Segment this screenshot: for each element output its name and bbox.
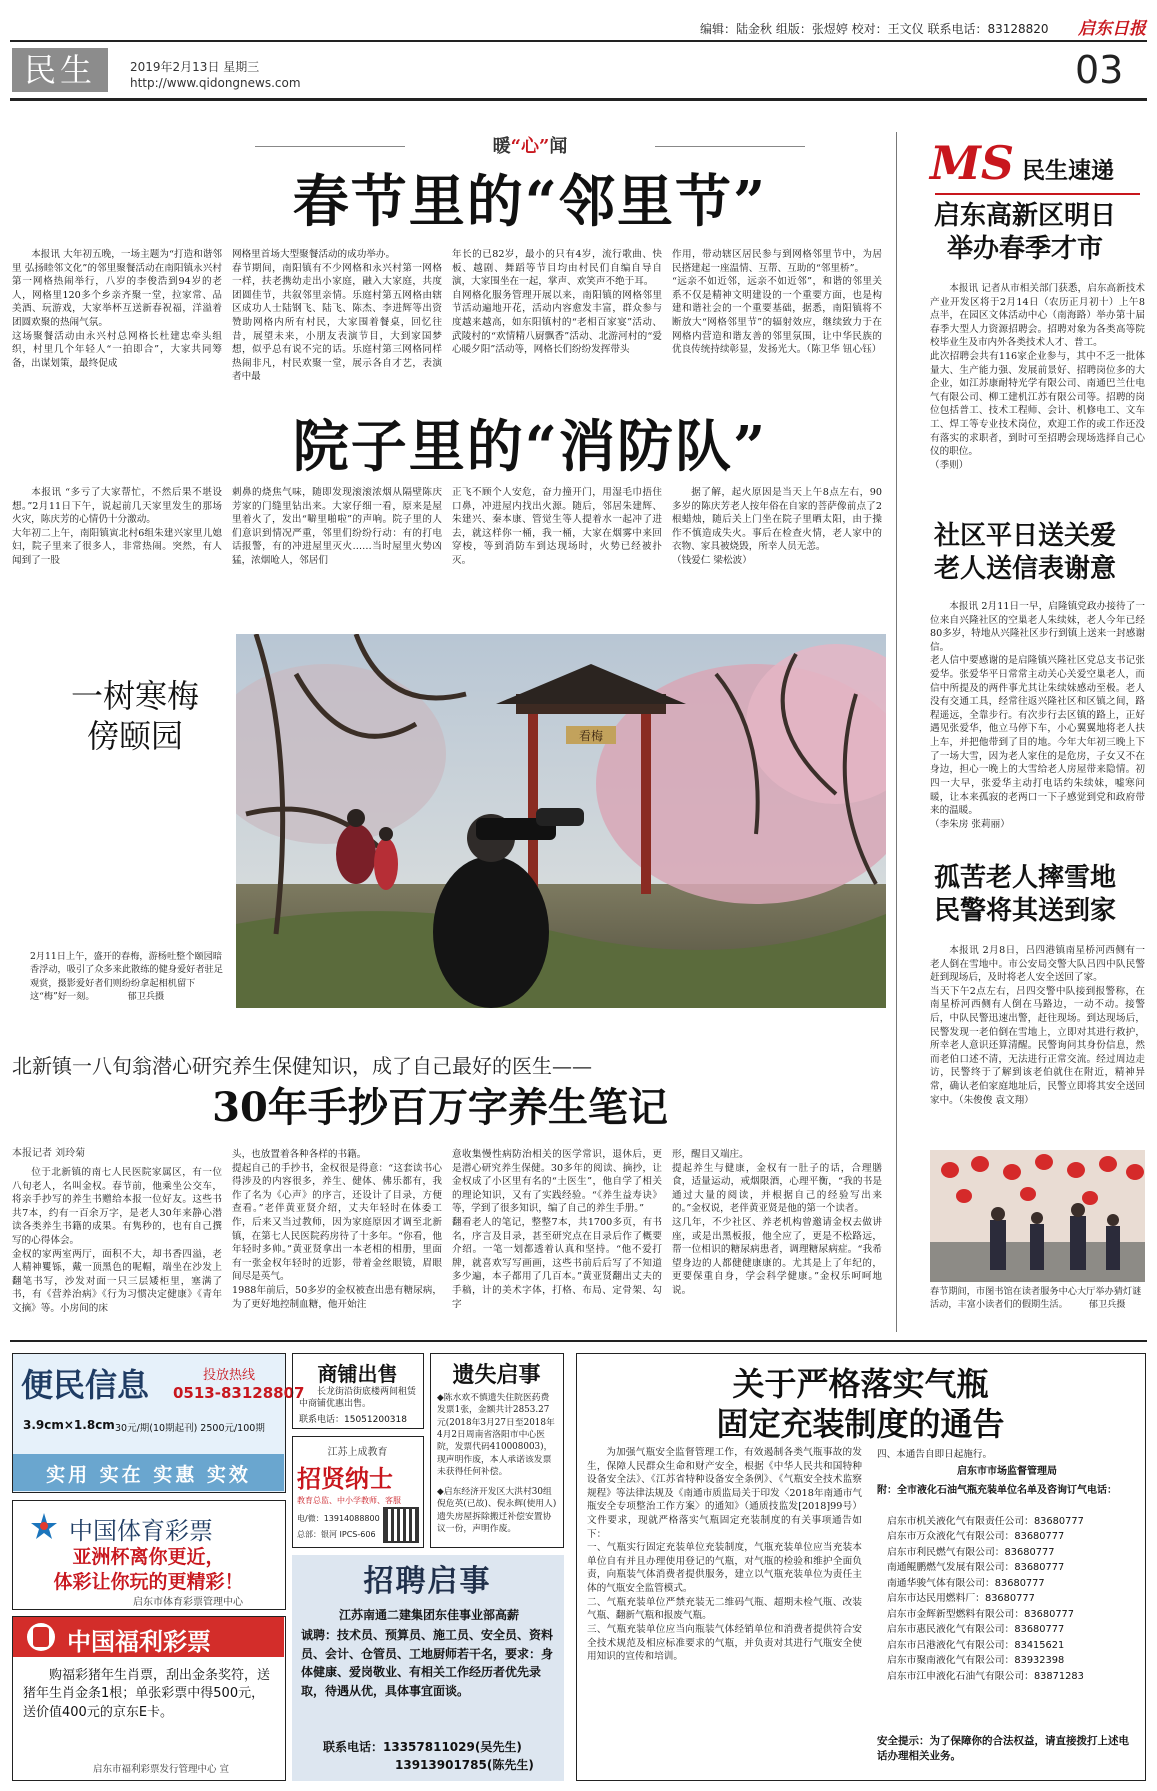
article1-col1-text: 本报讯 大年初五晚，一场主题为“打造和谐邻里 弘扬睦邻文化”的邻里聚餐活动在南阳镇永兴村第一网格热闹举行，八岁的李俊浩到94岁的老人，网格里120多个乡亲齐聚一堂，拉家常、品美酒、玩游戏，大家举杯互送新春祝福，洋溢着团圆欢聚的热闹气氛。 这场聚餐活动由永兴村总网格长杜建忠牵头组织，村里几个年轻人“一拍即合”，大家共同筹备，出谋划策，最终促成: [12, 249, 222, 369]
article3-col3: [452, 1148, 662, 1330]
ad-price: 30元/期(10期起刊) 2500元/100期: [115, 1423, 265, 1434]
ms-brief3-title-line1: 孤苦老人摔雪地: [933, 863, 1116, 893]
website-url[interactable]: http://www.qidongnews.com: [130, 76, 301, 90]
welfare-lottery-text: 购福彩猪年生肖票，刮出金条奖符，送猪年生肖金条1根；单张彩票中得500元，送价值400元的京东E卡。: [23, 1668, 271, 1720]
article3-col4: [672, 1148, 882, 1330]
article2-col3: [452, 486, 662, 582]
ms-logo-text: 民生速递: [1022, 158, 1114, 184]
lost-notice-text2: ◆启东经济开发区大洪村30组倪危英(已故)、倪永辉(使用人)遗失房屋拆除搬迁补偿安置协议一份，声明作废。: [437, 1487, 557, 1534]
article2-col2: [232, 486, 442, 582]
ms-brief1-title-line1: 启东高新区明日: [933, 201, 1116, 231]
sports-lottery-icon: [29, 1511, 59, 1541]
hotline-label: 投放热线: [203, 1368, 256, 1383]
hotline-phone: 0513-83128807: [173, 1384, 305, 1402]
sports-lottery-slogan-line1: 亚洲杯离你更近，: [72, 1546, 225, 1568]
lost-notice-text1: ◆陈水欢不慎遗失住院医药费发票1张，金额共计2853.27元(2018年3月27日至2018年4月2日周南省洛阳市中心医院，发票代码410008003)，现声明作废，本人承诺该发票未获得任何补偿。: [437, 1393, 555, 1477]
safety-tip: 安全提示：为了保障你的合法权益，请直接拨打上述电话办理相关业务。: [877, 1735, 1129, 1762]
station-list-item: 启东市聚南液化气有限公司：83932398: [887, 1655, 1065, 1667]
hiring-contact: 联系电话：13357811029(吴先生): [323, 1740, 522, 1754]
photo1-caption-text: 2月11日上午，盛开的春梅，游杨吐整个颐园暗香浮动，吸引了众多来此散练的健身爱好者驻足观赏，摄影爱好者们则纷纷拿起相机留下这“梅”好一刻。: [30, 951, 223, 1003]
photo1-headline: [35, 676, 235, 756]
kicker: [380, 132, 680, 158]
article2-col3-text: 正飞不顾个人安危，奋力撞开门，用湿毛巾捂住口鼻，冲进屋内找出火源。随后，邻居朱建辉、朱建兴、秦本康、管觉生等人提着水一起冲了进去，就这样你一桶，我一桶，大家在烟雾中来回穿梭，等到消防车到达现场时，火势已经被扑灭。: [452, 487, 662, 567]
article2-col1-text: 本报讯 “多亏了大家帮忙，不然后果不堪设想。”2月11日下午，说起前几天家里发生的那场火灾，陈庆芳的心情仍十分激动。 大年初二上午，南阳镇寅北村6组朱建兴家里儿媳妇，院子里来了很多人，非常热闹。突然，有人闻到了一股: [12, 487, 222, 567]
kicker-rule-left: [255, 146, 405, 147]
kicker-pre: 暖: [492, 136, 511, 157]
article2-col2-text: 刺鼻的烧焦气味，随即发现滚滚浓烟从隔壁陈庆芳家的门缝里钻出来。大家仔细一看，原来是屋里着火了，发出“噼里啪啦”的声响。院子里的人们意识到情况严重，邻里们纷纷行动：有的打电话报警，有的冲进屋里灭火……当时屋里火势凶猛，浓烟呛人，邻居们: [232, 487, 442, 567]
shop-sale-phone: 联系电话：15051200318: [299, 1415, 407, 1425]
sports-lottery-slogan: [13, 1545, 284, 1594]
masthead-bottom-rule: [10, 98, 1147, 101]
hiring-contact2: 13913901785(陈先生): [395, 1758, 534, 1772]
article1-col3: [452, 248, 662, 396]
lost-notice-ad: [430, 1353, 564, 1548]
issue-date: 2019年2月13日 星期三: [130, 60, 260, 74]
lantern-illustration: [930, 1150, 1145, 1282]
article1-col4-text: 作用，带动辖区居民参与到网格邻里节中，为居民搭建起一座温情、互帮、互助的“邻里桥”。 “远亲不如近邻，远亲不如近邻”，和谐的邻里关系不仅是精神文明建设的一个重要方面，也是构建和谐社会的一个重要基础，据悉，南阳镇将不断放大“网格邻里节”的辐射效应，继续致力于在网格内营造和谐友善的邻里氛围，让中华民族的优良传统持续彰显，发扬光大。（陈卫华 钮心钰）: [672, 249, 882, 356]
ms-brief2-title: [905, 520, 1145, 585]
article3-col3-text: 意收集慢性病防治相关的医学常识，退休后，更是潜心研究养生保健。30多年的阅读、摘抄，让金权成了小区里有名的“土医生”，他自学了相关的理论知识，又有了实践经验。“《养生益寿诀》等，学到了很多知识，编了自己的养生手册。” 翻看老人的笔记，整整7本，共1700多页，有书名，序言及目录，甚至研究点在目录后作了概要介绍。一笔一划都透着认真和坚持。“他不爱打牌，就喜欢写写画画，这些书前后后写了不知道多少遍，本子都用了几百本。”黄亚贤翻出丈夫的手稿，计的美术字体，打格、布局、定骨架、勾字: [452, 1149, 662, 1310]
ms-brief1-title: [905, 200, 1145, 265]
section-name: 民生: [23, 51, 96, 89]
article3-col1-text: 位于北新镇的南七人民医院家属区，有一位八旬老人，名叫金权。春节前，他乘坐公交车，将亲手抄写的养生书赠给本报一位好友。这些书共7本，约有一百余万字，是老人30年来静心潜读各类养生书籍的成果。有隽秒的，也有自己撰写的心得体会。 金权的家两室两厅，面积不大，却书香四溢，老人精神矍铄，戴一顶黑色的呢帽，端坐在沙发上翻笔书写，沙发对面一只三层矮柜里，塞满了书，有《营养治病》《行为习惯决定健康》《青年文摘》等。小房间的床: [12, 1167, 222, 1315]
shop-sale-text: 长龙街沿街底楼两间租赁中商铺优惠出售。: [299, 1387, 417, 1410]
ms-brief2-text: 本报讯 2月11日一早，启隆镇党政办接待了一位来自兴隆社区的空巢老人朱续妹，老人今年已经80多岁，特地从兴隆社区步行到镇上送来一封感谢信。 老人信中要感谢的是启隆镇兴隆社区党总支书记张爱华。张爱华平日常常主动关心关爱空巢老人，而信中所提及的两件事尤其让朱续妹感动至极。老人没有交通工具，经常往返兴隆社区和区镇之间，路程遥远，全靠步行。有次步行去区镇的路上，正好遇见张爱华，他立马停下车，小心翼翼地将老人扶上车，并把他带到了目的地。今年大年初三晚上下了一场大雪，因为老人家住的是危房，子女又不在身边，担心一晚上的大雪给老人房屋带来隐情。初四一大早，张爱华主动打电话约朱续妹，嘘寒问暖，让本来孤寂的老两口一下子感觉到党和政府带来的温暖。 （李朱房 张莉丽）: [930, 601, 1145, 830]
station-list-item: 启东市万众液化气有限公司：83680777: [887, 1531, 1065, 1543]
ms-brief3-body: [930, 944, 1145, 1144]
station-list-item: 启东市江申液化石油气有限公司：83871283: [887, 1670, 1084, 1682]
pavilion-sign: 看梅: [578, 729, 604, 743]
lantern-photo-caption-text: 春节期间，市图书馆在读者服务中心大厅举办猜灯谜活动，丰富小读者们的假期生活。: [930, 1286, 1142, 1311]
photo1-headline-line1: 一树寒梅: [70, 677, 199, 715]
hiring-notice-title: 招聘启事: [363, 1564, 492, 1599]
gas-cylinder-notice: [576, 1353, 1146, 1781]
ms-brief3-text: 本报讯 2月8日，吕四港镇南星桥河西侧有一老人倒在雪地中。市公安局交警大队吕四中队民警赶到现场后，及时将老人安全送回了家。 当天下午2点左右，吕四交警中队接到报警称，在南星桥河西侧有人倒在马路边，一动不动。接警后，中队民警迅速出警，赶往现场。到达现场后，民警发现一老伯倒在雪地上，立即对其进行救护，所幸老人意识还算清醒。民警询问其身份信息，然而老伯口述不清，无法进行正常交流。经过周边走访，民警终于了解到该老伯就住在附近，精神异常，确认老伯家庭地址后，民警立即将其安全送回家中。（朱俊俊 袁文翔）: [930, 945, 1145, 1106]
station-list-item: 启东市金辉新型燃料有限公司：83680777: [887, 1608, 1075, 1620]
ad-size: 3.9cm×1.8cm: [23, 1418, 115, 1432]
notice-title-line2: 固定充装制度的通告: [716, 1405, 1005, 1443]
welfare-lottery-ad: [12, 1616, 286, 1781]
welfare-lottery-name: 中国福利彩票: [67, 1628, 211, 1656]
recruit-positions: 教育总监、中小学教师、客服: [297, 1496, 401, 1505]
newspaper-logo: 启东日报: [1078, 19, 1146, 39]
ms-brief1-title-line2: 举办春季才市: [946, 233, 1103, 264]
convenience-info-title: 便民信息: [21, 1366, 150, 1404]
hiring-positions: 诚聘：技术员、预算员、施工员、安全员、资料员、会计、仓管员、工地厨师若干名，要求：身体健康、爱岗敬业、有相关工作经历者优先录取，待遇从优，具体事宜面谈。: [301, 1628, 554, 1698]
recruit-address: 总部：银河 IPCS-606: [297, 1530, 376, 1539]
photo1-credit: 郁卫兵摄: [127, 991, 165, 1003]
ms-logo: [930, 136, 1140, 196]
sports-lottery-name: 中国体育彩票: [69, 1517, 213, 1545]
lantern-riddle-photo: [930, 1150, 1145, 1282]
article1-col2: [232, 248, 442, 396]
right-column-divider: [896, 132, 897, 1332]
kicker-heart: “心”: [510, 136, 550, 157]
notice-body-text: 为加强气瓶安全监督管理工作，有效遏制各类气瓶事故的发生，保障人民群众生命和财产安全，根据《中华人民共和国特种设备安全法》、《江苏省特种设备安全条例》、《气瓶安全技术监察规程》等法律法规及《南通市质监局关于印发〈2018年南通市气瓶安全专项整治工作方案〉的通知》（通质技监发[2018]99号）文件要求，现就严格落实气瓶固定充装制度的有关事项通告如下： 一、气瓶实行固定充装单位充装制度，气瓶充装单位应当充装本单位自有并且办理使用登记的气瓶，对气瓶的检验和维护全面负责，向瓶装气体消费者提供服务，建立以气瓶充装单位为责任主体的气瓶安全监管模式。 二、气瓶充装单位严禁充装无二维码气瓶、超期未检气瓶、改装气瓶、翻新气瓶和报废气瓶。 三、气瓶充装单位应当向瓶装气体经销单位和消费者提供符合安全技术规范及相应标准要求的气瓶，并负责对其进行气瓶安全使用知识的宣传和培训。: [587, 1447, 862, 1663]
ads-top-rule: [10, 1340, 1147, 1342]
article1-col3-text: 年长的已82岁，最小的只有4岁，流行歌曲、快板、越剧、舞蹈等节目均由村民们自编自导自演，大家围坐在一起，掌声、欢笑声不绝于耳。 自网格化服务管理开展以来，南阳镇的网格邻里节活动遍地开花，活动内容愈发丰富，群众参与度越来越高，如东阳镇村的“老相百家宴”活动、武陵村的“欢情精八厨飘香”活动、北游河村的“爱心暖夕阳”活动等，网格长们纷纷发挥带头: [452, 249, 662, 356]
convenience-info-ad: [12, 1353, 305, 1493]
shop-sale-title: 商铺出售: [317, 1362, 398, 1386]
article2-title: 院子里的“消防队”: [292, 414, 768, 480]
page-number: 03: [1075, 48, 1124, 92]
recruit-org: 江苏上成教育: [327, 1447, 388, 1458]
lantern-photo-caption: [930, 1285, 1145, 1312]
plum-garden-photo: [236, 634, 886, 1008]
qr-code-icon: [383, 1507, 419, 1543]
notice-effective: 四、本通告自即日起施行。: [877, 1449, 993, 1460]
recruit-phone: 电/微：13914088800: [297, 1514, 380, 1523]
masthead: [0, 0, 1157, 104]
sports-lottery-ad: [12, 1500, 286, 1610]
kicker-rule-right: [655, 146, 805, 147]
photo1-caption: [30, 950, 230, 1003]
ms-brief1-body: [930, 282, 1145, 492]
station-list-item: 启东市机关液化气有限责任公司：83680777: [887, 1516, 1084, 1527]
article3-title: 30年手抄百万字养生笔记: [212, 1084, 668, 1131]
shop-sale-ad: [292, 1353, 424, 1429]
station-list-item: 启东市达民用燃料厂：83680777: [887, 1593, 1035, 1605]
article1-col1: [12, 248, 222, 396]
hiring-notice-ad: [292, 1555, 564, 1781]
station-list-item: 南通华骏气体有限公司：83680777: [887, 1577, 1045, 1589]
article3-col2: [232, 1148, 442, 1330]
recruit-title: 招贤纳士: [297, 1465, 393, 1493]
recruit-talent-ad: [292, 1436, 424, 1548]
ms-brief2-title-line1: 社区平日送关爱: [933, 521, 1116, 551]
ms-brief3-title-line2: 民警将其送到家: [933, 895, 1116, 926]
article3-byline: 本报记者 刘玲菊: [12, 1148, 86, 1159]
article2-col1: [12, 486, 222, 582]
sports-lottery-slogan-line2: 体彩让你玩的更精彩！: [53, 1570, 244, 1593]
article1-col2-text: 网格里首场大型聚餐活动的成功举办。 春节期间，南阳镇有不少网格和永兴村第一网格一样，扶老携幼走出小家庭，融入大家庭，共度团圆佳节，共叙邻里亲情。乐庭村第五网格由辖区成功人士陆钢飞、陆飞、陈杰、李进辉等出资赞助网格内所有村民，大家围着餐桌，回忆往昔，展望未来，小朋友表演节目，大到家国梦想，似乎总有说不完的话。乐庭村第三网格同样热闹非凡，村民欢聚一堂，展示各自才艺，表演者中最: [232, 249, 442, 383]
plum-garden-illustration: [236, 634, 886, 1008]
station-list: [887, 1514, 1137, 1684]
ms-brief2-title-line2: 老人送信表谢意: [933, 553, 1116, 584]
article1-title: 春节里的“邻里节”: [292, 169, 768, 235]
notice-issuer: 启东市市场监督管理局: [957, 1466, 1057, 1477]
welfare-lottery-org: 启东市福利彩票发行管理中心 宣: [93, 1764, 230, 1775]
article3-col4-text: 形，醒目又端庄。 提起养生与健康，金权有一肚子的话，合理膳食，适量运动，戒烟限酒，心理平衡，“我的书是通过大量的阅读，并根据自己的经验写出来的。”金权说，老伴黄亚贤是他的第一个读者。 这几年，不少社区、养老机构曾邀请金权去做讲座，或是出黑板报，他全应了，更是不松路远，帮一位相识的糖尿病患者，调理糖尿病症。“我希望身边的人都健健康康的。尤其是上了年纪的，更要保重自身，学会科学健康。”金权乐呵呵地说。: [672, 1149, 882, 1297]
article3-subtitle: 北新镇一八旬翁潜心研究养生保健知识，成了自己最好的医生——: [12, 1054, 592, 1078]
ms-brief2-body: [930, 600, 1145, 830]
masthead-top-rule: [10, 40, 1147, 42]
lantern-photo-credit: 郁卫兵摄: [1088, 1299, 1126, 1311]
ms-brief3-title: [905, 862, 1145, 927]
lost-notice-title: 遗失启事: [452, 1362, 541, 1388]
hiring-company: 江苏南通二建集团东佳事业部高薪: [338, 1608, 519, 1622]
article2-col4-text: 据了解，起火原因是当天上午8点左右，90多岁的陈庆芳老人按年俗在自家的菩萨像前点了2根蜡烛，随后关上门坐在院子里晒太阳，由于操作不慎造成失火。事后在检查火情，老人家中的衣物、家具被烧毁，所幸人员无恙。 （钱爱仁 梁松波）: [672, 487, 882, 567]
ms-logo-rule: [935, 193, 1140, 195]
notice-title-line1: 关于严格落实气瓶: [732, 1365, 989, 1403]
notice-body: [587, 1446, 862, 1776]
convenience-slogan: 实用 实在 实惠 实效: [46, 1464, 251, 1486]
photo1-headline-line2: 傍颐园: [86, 717, 183, 755]
article3-col2-text: 头，也放置着各种各样的书籍。 提起自己的手抄书，金权很是得意：“这套读书心得涉及的内容很多，养生、健体、佛乐都有，我作了名为《心声》的序言，还设计了目录，方便查看。”老伴黄亚贤介绍，丈夫年轻时在体委工作，后来又当过教师，因为家庭原因才调至北新镇，在第七人民医院药房待了十多年。“你看，他年轻时多帅。”黄亚贤拿出一本老相的相册，里面有一张金权年轻时的近影，带着金丝眼镜，眉眼间尽是英气。 1988年前后，50多岁的金权被查出患有糖尿病，为了更好地控制血糖，他开始注: [232, 1149, 442, 1310]
notice-title: [577, 1364, 1144, 1444]
article3-col1: [12, 1166, 222, 1330]
station-list-item: 南通鲲鹏燃气发展有限公司：83680777: [887, 1562, 1065, 1574]
station-list-item: 启东市利民燃气有限公司：83680777: [887, 1546, 1055, 1558]
station-list-item: 启东市惠民液化气有限公司：83680777: [887, 1624, 1065, 1636]
ms-logo-letters: MS: [930, 136, 1015, 190]
ms-brief1-text: 本报讯 记者从市相关部门获悉，启东高新技术产业开发区将于2月14日（农历正月初十）上午8点半，在园区文体活动中心（南海路）举办第十届春季大型人力资源招聘会。招聘对象为各类高等院校毕业生及市内外各类技术人才、普工。 此次招聘会共有116家企业参与，其中不乏一批体量大、生产能力强、发展前景好、招聘岗位多的大企业，如江苏康耐特光学有限公司、南通巴兰仕电气有限公司、柳工建机江苏有限公司等。招聘的岗位包括普工、技术工程师、会计、机修电工、文车工、焊工等专业技术岗位，欢迎工作的或工作还没有落实的求职者，到时可至招聘会现场选择自己心仪的职位。 （季则）: [930, 283, 1145, 471]
masthead-credits: 编辑：陆金秋 组版：张煜婷 校对：王文仪 联系电话：83128820: [700, 22, 1049, 36]
station-list-title: 附：全市液化石油气瓶充装单位名单及咨询订气电话：: [877, 1485, 1117, 1496]
kicker-post: 闻: [549, 136, 568, 157]
welfare-lottery-icon-mark: [33, 1627, 49, 1647]
article2-col4: [672, 486, 882, 582]
sports-lottery-org: 启东市体育彩票管理中心: [133, 1597, 243, 1608]
article1-col4: [672, 248, 882, 396]
station-list-item: 启东市吕港液化气有限公司：83415621: [887, 1639, 1065, 1651]
